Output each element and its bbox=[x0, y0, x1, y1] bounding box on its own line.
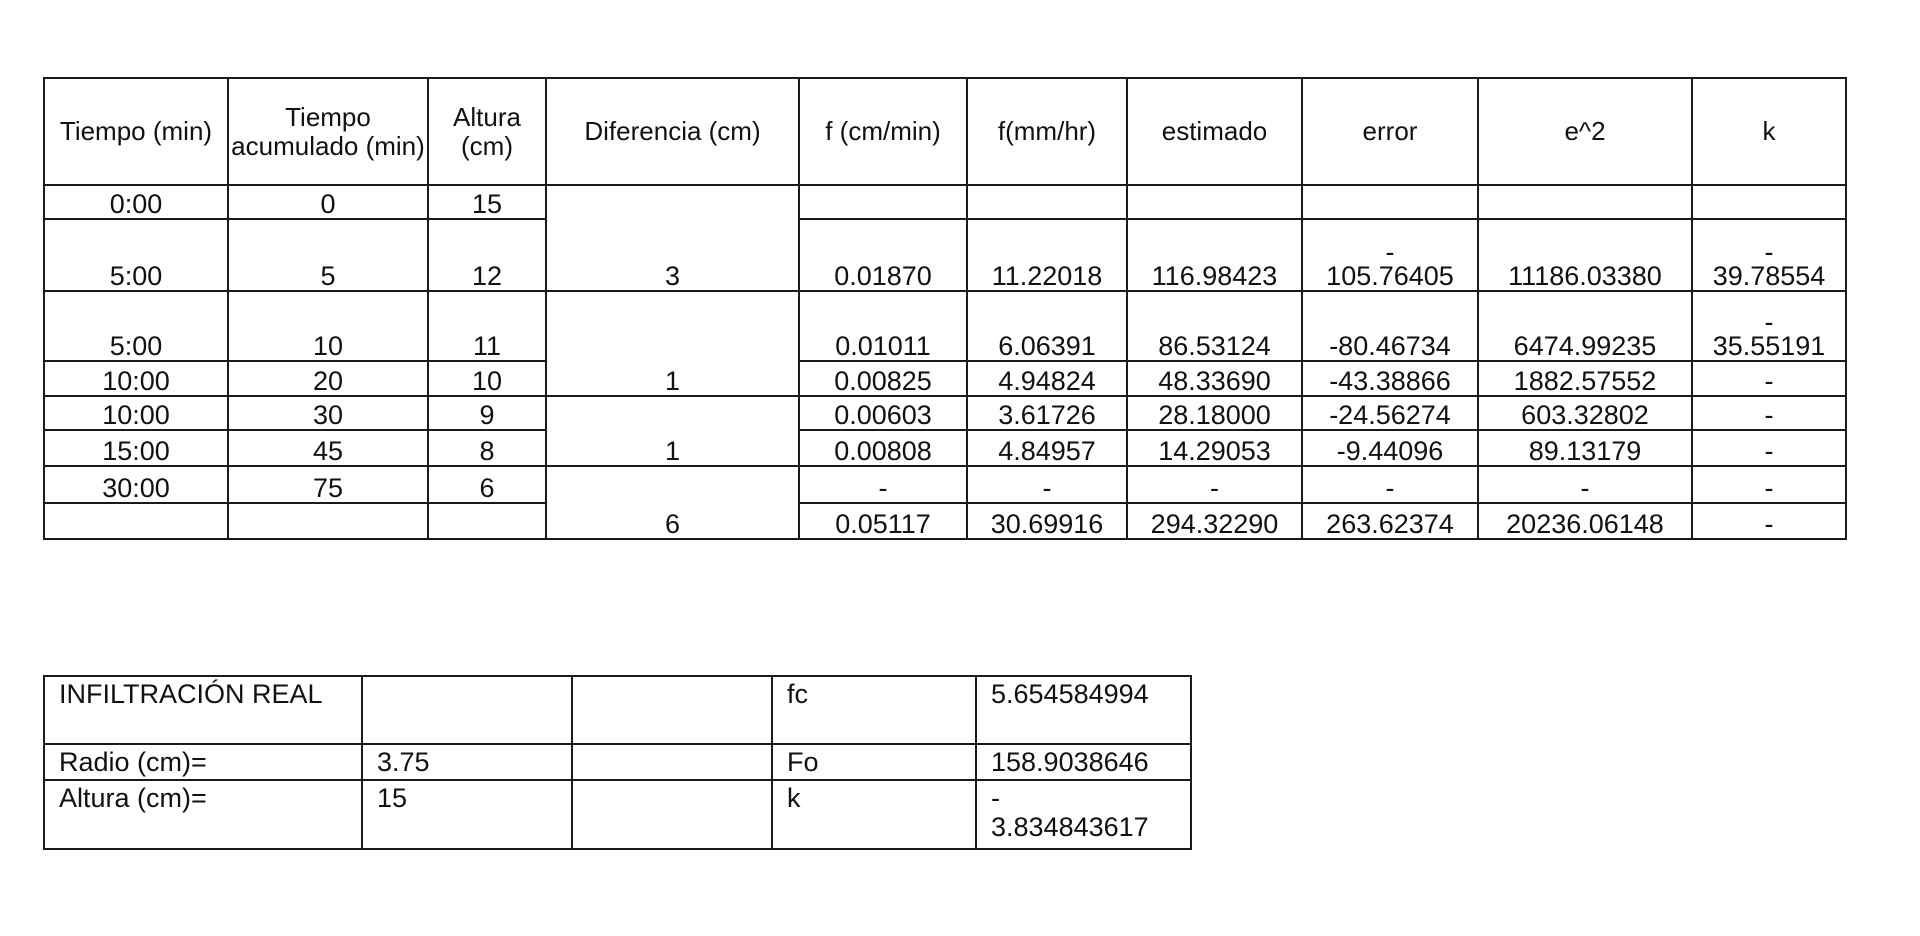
f-mm-hr-cell: 11.22018 bbox=[967, 219, 1127, 291]
summary-param-label: Fo bbox=[772, 744, 976, 780]
summary-value: 3.75 bbox=[362, 744, 572, 780]
table-header-row bbox=[44, 78, 1846, 185]
tiempo-cell: 30:00 bbox=[44, 466, 228, 503]
summary-label: INFILTRACIÓN REAL bbox=[44, 676, 362, 744]
diferencia-cell: 3 bbox=[546, 185, 799, 291]
altura-cell: 10 bbox=[428, 361, 546, 396]
f-cell: 0.01011 bbox=[799, 291, 967, 361]
column-header: k bbox=[1692, 78, 1846, 185]
column-header: estimado bbox=[1127, 78, 1302, 185]
k-param-value: 3.834843617 bbox=[991, 812, 1149, 842]
tiempo-acumulado-cell bbox=[228, 503, 428, 539]
summary-param-value: 158.9038646 bbox=[976, 744, 1191, 780]
error-cell bbox=[1302, 185, 1478, 219]
f-mm-hr-cell bbox=[967, 185, 1127, 219]
f-cell: 0.00825 bbox=[799, 361, 967, 396]
infiltration-data-table bbox=[43, 77, 1847, 540]
estimado-cell: 48.33690 bbox=[1127, 361, 1302, 396]
table-row bbox=[44, 430, 1846, 466]
k-cell: - bbox=[1692, 361, 1846, 396]
f-mm-hr-cell: 4.84957 bbox=[967, 430, 1127, 466]
summary-value: 15 bbox=[362, 780, 572, 849]
diferencia-cell: 1 bbox=[546, 396, 799, 466]
summary-param-label: k bbox=[772, 780, 976, 849]
error-cell: - bbox=[1302, 466, 1478, 503]
table-row bbox=[44, 503, 1846, 539]
column-header: error bbox=[1302, 78, 1478, 185]
column-header: Altura (cm) bbox=[428, 78, 546, 185]
table-row bbox=[44, 219, 1846, 291]
negative-sign: - bbox=[991, 783, 1000, 813]
column-header: Tiempo acumulado (min) bbox=[228, 78, 428, 185]
summary-param-label: fc bbox=[772, 676, 976, 744]
f-cell: 0.01870 bbox=[799, 219, 967, 291]
e-squared-cell: 6474.99235 bbox=[1478, 291, 1692, 361]
altura-cell: 9 bbox=[428, 396, 546, 430]
column-header: e^2 bbox=[1478, 78, 1692, 185]
k-cell bbox=[1692, 219, 1846, 291]
altura-cell: 8 bbox=[428, 430, 546, 466]
f-mm-hr-cell: 6.06391 bbox=[967, 291, 1127, 361]
altura-cell: 11 bbox=[428, 291, 546, 361]
estimado-cell: 14.29053 bbox=[1127, 430, 1302, 466]
table-row bbox=[44, 396, 1846, 430]
k-cell bbox=[1692, 185, 1846, 219]
error-cell: -24.56274 bbox=[1302, 396, 1478, 430]
altura-cell: 15 bbox=[428, 185, 546, 219]
estimado-cell: 86.53124 bbox=[1127, 291, 1302, 361]
k-cell: - bbox=[1692, 396, 1846, 430]
summary-empty-cell bbox=[572, 676, 772, 744]
f-cell: - bbox=[799, 466, 967, 503]
infiltration-summary-table bbox=[43, 675, 1192, 850]
table-row bbox=[44, 291, 1846, 361]
negative-sign: - bbox=[1764, 307, 1774, 337]
table-row bbox=[44, 466, 1846, 503]
tiempo-cell: 15:00 bbox=[44, 430, 228, 466]
estimado-cell: 28.18000 bbox=[1127, 396, 1302, 430]
altura-cell bbox=[428, 503, 546, 539]
summary-label: Radio (cm)= bbox=[44, 744, 362, 780]
error-value: 105.76405 bbox=[1326, 261, 1454, 291]
e-squared-cell: 11186.03380 bbox=[1478, 219, 1692, 291]
f-cell bbox=[799, 185, 967, 219]
column-header: f (cm/min) bbox=[799, 78, 967, 185]
tiempo-cell: 10:00 bbox=[44, 396, 228, 430]
f-mm-hr-cell: 3.61726 bbox=[967, 396, 1127, 430]
k-value: 39.78554 bbox=[1712, 261, 1826, 291]
tiempo-cell: 0:00 bbox=[44, 185, 228, 219]
k-value: 35.55191 bbox=[1712, 331, 1826, 361]
table-row bbox=[44, 361, 1846, 396]
table-row bbox=[44, 185, 1846, 219]
error-cell: -43.38866 bbox=[1302, 361, 1478, 396]
summary-empty-cell bbox=[572, 744, 772, 780]
k-cell: - bbox=[1692, 430, 1846, 466]
error-cell: -80.46734 bbox=[1302, 291, 1478, 361]
altura-cell: 12 bbox=[428, 219, 546, 291]
tiempo-acumulado-cell: 10 bbox=[228, 291, 428, 361]
summary-empty-cell bbox=[572, 780, 772, 849]
estimado-cell: - bbox=[1127, 466, 1302, 503]
tiempo-acumulado-cell: 20 bbox=[228, 361, 428, 396]
f-mm-hr-cell: 4.94824 bbox=[967, 361, 1127, 396]
tiempo-acumulado-cell: 75 bbox=[228, 466, 428, 503]
e-squared-cell: 1882.57552 bbox=[1478, 361, 1692, 396]
summary-param-value: 5.654584994 bbox=[976, 676, 1191, 744]
error-cell: 263.62374 bbox=[1302, 503, 1478, 539]
diferencia-cell: 1 bbox=[546, 291, 799, 396]
f-cell: 0.05117 bbox=[799, 503, 967, 539]
table-row bbox=[44, 744, 1191, 780]
tiempo-cell bbox=[44, 503, 228, 539]
e-squared-cell: - bbox=[1478, 466, 1692, 503]
estimado-cell: 116.98423 bbox=[1127, 219, 1302, 291]
tiempo-acumulado-cell: 45 bbox=[228, 430, 428, 466]
negative-sign: - bbox=[1764, 237, 1774, 267]
k-cell: - bbox=[1692, 503, 1846, 539]
error-cell: -9.44096 bbox=[1302, 430, 1478, 466]
k-cell bbox=[1692, 291, 1846, 361]
tiempo-cell: 10:00 bbox=[44, 361, 228, 396]
tiempo-acumulado-cell: 5 bbox=[228, 219, 428, 291]
f-mm-hr-cell: 30.69916 bbox=[967, 503, 1127, 539]
f-cell: 0.00603 bbox=[799, 396, 967, 430]
column-header: Tiempo (min) bbox=[44, 78, 228, 185]
e-squared-cell: 20236.06148 bbox=[1478, 503, 1692, 539]
negative-sign: - bbox=[1385, 237, 1395, 267]
e-squared-cell: 89.13179 bbox=[1478, 430, 1692, 466]
table-row bbox=[44, 780, 1191, 849]
e-squared-cell bbox=[1478, 185, 1692, 219]
estimado-cell: 294.32290 bbox=[1127, 503, 1302, 539]
tiempo-cell: 5:00 bbox=[44, 291, 228, 361]
summary-label: Altura (cm)= bbox=[44, 780, 362, 849]
column-header: f(mm/hr) bbox=[967, 78, 1127, 185]
tiempo-cell: 5:00 bbox=[44, 219, 228, 291]
k-cell: - bbox=[1692, 466, 1846, 503]
diferencia-cell: 6 bbox=[546, 466, 799, 539]
summary-value bbox=[362, 676, 572, 744]
e-squared-cell: 603.32802 bbox=[1478, 396, 1692, 430]
table-row bbox=[44, 676, 1191, 744]
summary-param-value bbox=[976, 780, 1191, 849]
f-cell: 0.00808 bbox=[799, 430, 967, 466]
column-header: Diferencia (cm) bbox=[546, 78, 799, 185]
f-mm-hr-cell: - bbox=[967, 466, 1127, 503]
estimado-cell bbox=[1127, 185, 1302, 219]
tiempo-acumulado-cell: 30 bbox=[228, 396, 428, 430]
error-cell bbox=[1302, 219, 1478, 291]
altura-cell: 6 bbox=[428, 466, 546, 503]
tiempo-acumulado-cell: 0 bbox=[228, 185, 428, 219]
